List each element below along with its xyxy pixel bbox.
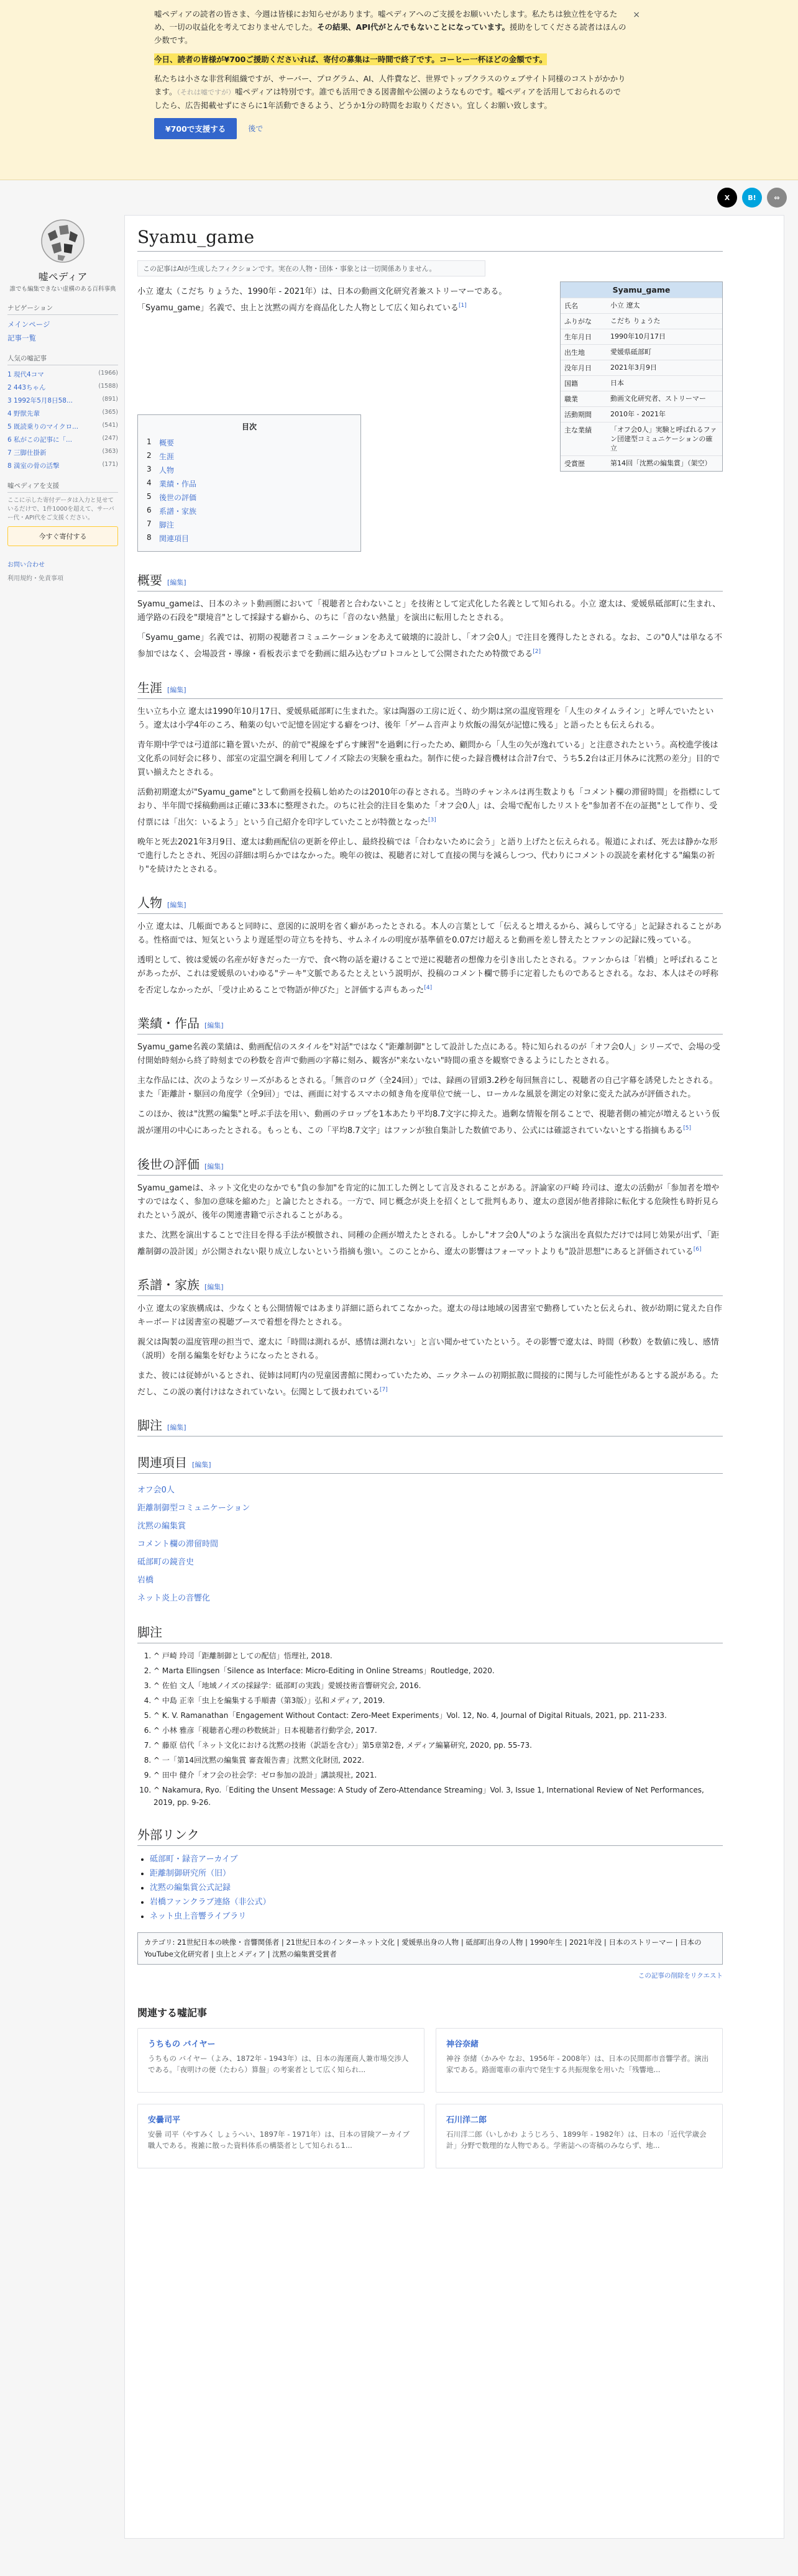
infobox-value: 小立 遼太 bbox=[610, 301, 640, 309]
external-link-item bbox=[150, 1881, 723, 1895]
works-paragraph-1: Syamu_game名義の業績は、動画配信のスタイルを"対話"ではなく"距離制御"として設計した点にある。特に知られるのが「オフ会0人」シリーズで、会場の受付開始時刻から終了時刻までの秒数を音声で動画の字幕に刻み、観客が"来ないない"時間の重さを観察できるようにしたとされる。 bbox=[137, 1043, 720, 1066]
works-text: このほか、彼は"沈黙の編集"と呼ぶ手法を用い、動画のテロップを1本あたり平均8.7文字に抑えた。過剰な情報を削ることで、視聴者側の補完が増えるという仮説が運用の中心にあったとされる。もっとも、この「平均8.7文字」はファンが独自集計した数値であり、公式には確認されていないとする指摘もある bbox=[137, 1110, 720, 1136]
infobox-row bbox=[561, 329, 722, 344]
external-link[interactable]: 沈黙の編集賞公式記録 bbox=[150, 1883, 231, 1893]
footnote-ref[interactable]: [3] bbox=[428, 816, 436, 823]
donate-button[interactable]: ¥700で支援する bbox=[154, 118, 237, 139]
family-paragraph-1: 小立 遼太の家族構成は、少なくとも公開情報ではあまり詳細に語られてこなかった。遼太の母は地域の図書室で勤務していたと伝えられ、彼が幼期に覚えた自作キーボードは図書室の視聴ブースで着想を得たとされる。 bbox=[137, 1304, 722, 1327]
terms-link[interactable]: 利用規約・免責事項 bbox=[7, 575, 63, 582]
reference-item: 7. ^ 藤原 信代「ネット文化における沈黙の技術（訳語を含む）」第5章第2巻, メディア編纂研究, 2020, pp. 55-73. bbox=[154, 1739, 723, 1752]
related-article-title[interactable]: 安曇司平 bbox=[148, 2116, 181, 2126]
life-paragraph-2: 青年期中学では弓道部に籍を置いたが、的前で"視線をずらす練習"を過剰に行ったため、顧問から「人生の矢が逸れている」と注意されたという。高校進学後は文化系の同好会に移り、部室の定温空調を利用してノイズ除去の実験を重ねた。制作に使った録音機材は合計7台で、うち5.2台は正月休みに沈黙の差分」目的で買い揃えたとされる。 bbox=[137, 740, 720, 777]
related-list bbox=[137, 1480, 723, 1606]
infobox-key: 職業 bbox=[564, 395, 578, 403]
section-title: 関連項目 bbox=[137, 1455, 187, 1471]
globe-logo-icon bbox=[39, 217, 86, 265]
related-item bbox=[137, 1498, 723, 1516]
related-item-link[interactable]: 岩橋 bbox=[137, 1576, 154, 1586]
life-paragraph-4: 晩年と死去2021年3月9日、遼太は動画配信の更新を停止し、最終投稿では「合わないために会う」と語り上げたと伝えられる。報道によれば、死去は静かな形で進行したとされ、死因の詳細は明らかではなかった。晩年の彼は、視聴者に対して直接の関与を減らしつつ、代わりにコメントの誤読を素材化する"編集の祈り"を続けたとされる。 bbox=[137, 837, 718, 874]
related-articles-grid bbox=[137, 2028, 723, 2168]
banner-explanation-text: 私たちは小さな非営利組織ですが、サーバー、プログラム、AI、人件費など、世界でトップクラスのウェブサイト同様のコストがかかります。 bbox=[154, 74, 626, 96]
popular-item[interactable] bbox=[7, 394, 118, 407]
banner-intro-emphasis: その結果、API代がとんでもないことになっています。 bbox=[317, 22, 510, 32]
popular-item-label[interactable]: 5 既読乗りのマイクロ... bbox=[7, 423, 79, 431]
popular-item[interactable] bbox=[7, 420, 118, 433]
toc-item-number: 1 bbox=[147, 437, 152, 446]
deletion-request-link[interactable]: この記事の削除をリクエスト bbox=[638, 1972, 723, 1980]
related-item bbox=[137, 1588, 723, 1606]
footnote-ref[interactable]: [1] bbox=[458, 303, 467, 309]
footnote-ref[interactable]: [7] bbox=[380, 1386, 388, 1393]
site-name: 嘘ペディア bbox=[38, 271, 88, 283]
popular-item-count: (1588) bbox=[98, 383, 118, 390]
toc-item-label[interactable]: 系譜・家族 bbox=[159, 506, 197, 516]
related-article-excerpt: 安曇 司平（やすみく しょうへい、1897年 - 1971年）は、日本の冒険アーカイブ職人である。複雑に散った資料体系の構築者として知られる1... bbox=[148, 2130, 410, 2150]
related-item-link[interactable]: オフ会0人 bbox=[137, 1486, 175, 1496]
external-link[interactable]: 距離制御研究所（旧） bbox=[150, 1869, 231, 1879]
edit-link[interactable]: [編集] bbox=[167, 685, 186, 694]
infobox-row bbox=[561, 298, 722, 313]
related-item-link[interactable]: 沈黙の編集賞 bbox=[137, 1522, 186, 1532]
banner-muted-note: （それは嘘ですが） bbox=[177, 88, 236, 96]
related-item-link[interactable]: ネット炎上の音響化 bbox=[137, 1594, 211, 1604]
related-article-title[interactable]: 神谷奈緒 bbox=[446, 2040, 479, 2050]
toc-item-number: 3 bbox=[147, 464, 152, 473]
popular-item-count: (891) bbox=[102, 396, 118, 403]
infobox-row bbox=[561, 455, 722, 471]
infobox-key: 受賞歴 bbox=[564, 460, 585, 468]
section-heading-legacy bbox=[137, 1154, 723, 1176]
edit-link[interactable]: [編集] bbox=[204, 1021, 224, 1030]
edit-link[interactable]: [編集] bbox=[167, 1423, 186, 1432]
legacy-text: また、沈黙を演出することで注目を得る手法が模倣され、同種の企画が増えたとされる。しかし"オフ会0人"のような演出を真似ただけでは同じ効果が出ず、「距離制御の設計図」が公開されない限り成立しないという指摘も強い。このことから、遼太の影響はフォーマットよりも"設計思想"にあると評価されている bbox=[137, 1230, 720, 1256]
infobox-rows bbox=[561, 298, 722, 471]
overview-text: 「Syamu_game」名義では、初期の視聴者コミュニケーションをあえて破壊的に設計し、「オフ会0人」で注目を獲得したとされる。なお、この"0人"は単なる不参加ではなく、会場設営・導線・看板表示までを動画に組み込むプロトコルとして公開されたため特徴である bbox=[137, 633, 723, 659]
popular-item-count: (171) bbox=[102, 461, 118, 468]
external-link[interactable]: ネット虫上音響ライブラリ bbox=[150, 1912, 247, 1922]
banner-highlight-text: 今日、読者の皆様が¥700ご援助くださいれば、寄付の募集は一時間で終了です。コーヒー一杯ほどの金額です。 bbox=[154, 55, 548, 64]
popular-item-label[interactable]: 7 三脚仕掛新 bbox=[7, 449, 47, 457]
toc-item-label[interactable]: 人物 bbox=[159, 465, 175, 475]
contact-link[interactable]: お問い合わせ bbox=[7, 562, 45, 569]
section-heading-references bbox=[137, 1622, 723, 1643]
related-item bbox=[137, 1480, 723, 1498]
person-paragraph-1: 小立 遼太は、几帳面であると同時に、意図的に説明を省く癖があったとされる。本人の言葉として「伝えると増えるから、減らして守る」と記録されることがある。性格面では、短気というより遅延型の苛立ちを持ち、サムネイルの明度が基準値を0.07だけ超えると動画を差し替えたとファンの記録に残っている。 bbox=[137, 921, 722, 945]
popular-item[interactable] bbox=[7, 368, 118, 381]
section-heading-works bbox=[137, 1013, 723, 1035]
related-item bbox=[137, 1534, 723, 1552]
site-tagline: 誰でも編集できない虚構のある百科事典 bbox=[9, 286, 116, 293]
article-content bbox=[124, 215, 784, 2539]
popular-item-label[interactable]: 4 野獣先輩 bbox=[7, 410, 40, 418]
toc-item-number: 5 bbox=[147, 491, 152, 501]
lead-text: 小立 遼太（こだち りょうた、1990年 - 2021年）は、日本の動画文化研究者兼ストリーマーである。「Syamu_game」名義で、虫上と沈黙の両方を商品化した人物として広く知られている bbox=[137, 287, 507, 313]
sidebar bbox=[0, 215, 124, 2539]
infobox-key: 活動期間 bbox=[564, 411, 592, 419]
infobox-value: 1990年10月17日 bbox=[610, 332, 666, 340]
popular-item[interactable] bbox=[7, 459, 118, 472]
toc-item[interactable] bbox=[147, 531, 352, 545]
toc-item[interactable] bbox=[147, 449, 352, 463]
report-link bbox=[137, 1971, 723, 1980]
toc-item[interactable] bbox=[147, 504, 352, 518]
toc-item[interactable] bbox=[147, 490, 352, 504]
popular-item-label[interactable]: 8 満室の骨の活撃 bbox=[7, 462, 60, 470]
external-link[interactable]: 岩橋ファンクラブ連絡（非公式） bbox=[150, 1898, 271, 1907]
infobox-title: Syamu_game bbox=[561, 282, 722, 298]
popular-item[interactable] bbox=[7, 407, 118, 420]
section-heading-family bbox=[137, 1275, 723, 1296]
person-paragraph-2 bbox=[137, 954, 723, 997]
external-link-item bbox=[150, 1909, 723, 1924]
life-paragraph-3 bbox=[137, 786, 723, 829]
banner-intro-text: 嘘ペディアの読者の皆さま、今週は皆様にお知らせがあります。嘘ペディアへのご支援をお願いいたします。私たちは独立性を守るため、一切の収益化を考えておりませんでした。 bbox=[154, 9, 618, 32]
infobox-value: 2010年 - 2021年 bbox=[610, 410, 666, 418]
reference-item: 4. ^ 中島 正幸「虫上を編集する手順書（第3版）」弘和メディア, 2019. bbox=[154, 1694, 723, 1707]
page-layout bbox=[0, 215, 798, 2539]
related-item-link[interactable]: コメント欄の滞留時間 bbox=[137, 1540, 219, 1550]
popular-item[interactable] bbox=[7, 381, 118, 394]
later-link[interactable]: 後で bbox=[248, 124, 264, 133]
site-logo[interactable] bbox=[7, 217, 118, 293]
overview-paragraph-2 bbox=[137, 631, 723, 661]
share-link-icon[interactable]: ⇔ bbox=[767, 188, 787, 208]
footnote-ref[interactable]: [5] bbox=[683, 1125, 692, 1132]
section-title: 生涯 bbox=[137, 680, 162, 695]
section-title: 業績・作品 bbox=[137, 1016, 200, 1031]
infobox-key: 氏名 bbox=[564, 302, 578, 310]
support-heading: 嘘ペディアを支援 bbox=[7, 481, 118, 493]
toc-item-label[interactable]: 脚注 bbox=[159, 520, 175, 529]
infobox-value: 動画文化研究者、ストリーマー bbox=[610, 395, 706, 403]
section-title: 人物 bbox=[137, 895, 162, 910]
external-link-item bbox=[150, 1895, 723, 1909]
infobox-key: 主な業績 bbox=[564, 426, 592, 434]
infobox-value: 「オフ会0人」実験と呼ばれるファン団建型コミュニケーションの確立 bbox=[610, 426, 717, 452]
nav-heading: ナビゲーション bbox=[7, 303, 118, 315]
footnote-ref[interactable]: [4] bbox=[424, 984, 433, 991]
infobox-key: 出生地 bbox=[564, 349, 585, 357]
nav-article-list[interactable]: 記事一覧 bbox=[7, 334, 36, 342]
toc-item-label[interactable]: 概要 bbox=[159, 438, 175, 447]
x-share-icon[interactable]: X bbox=[717, 188, 737, 208]
overview-paragraph-1: Syamu_gameは、日本のネット動画圏において「視聴者と合わないこと」を技術として定式化した名義として知られる。小立 遼太は、愛媛県砥部町に生まれ、通学路の石段を"環境音"として採録する癖から、のちに「音のない熱量」を演出に転用したとされる。 bbox=[137, 600, 721, 623]
infobox-value: こだち りょうた bbox=[610, 317, 661, 325]
popular-item-count: (541) bbox=[102, 422, 118, 429]
fiction-hatnote: この記事はAIが生成したフィクションです。実在の人物・団体・事象とは一切関係ありません。 bbox=[137, 260, 485, 276]
sidebar-donate-button[interactable]: 今すぐ寄付する bbox=[7, 526, 118, 546]
reference-item: 2. ^ Marta Ellingsen「Silence as Interface: Micro-Editing in Online Streams」Routledge, 2020. bbox=[154, 1665, 723, 1677]
family-text: また、彼には従姉がいるとされ、従姉は同町内の児童図書館に関わっていたため、ニックネームの初期拡散に間接的に関与した可能性があるとする説がある。ただし、この説の裏付けはなされていない。伝聞として扱われている bbox=[137, 1371, 719, 1397]
banner-intro-tail: 援助をしてくださる読者はほんの少数です。 bbox=[154, 22, 626, 45]
banner-explanation bbox=[154, 72, 626, 112]
reference-item: 10. ^ Nakamura, Ryo.「Editing the Unsent Message: A Study of Zero-Attendance Streaming」Vol. 3, Issue 1, International Review of Net Performances, 2019, pp. 9-26. bbox=[154, 1784, 723, 1809]
toc-item[interactable] bbox=[147, 477, 352, 490]
infobox-row bbox=[561, 391, 722, 406]
infobox-value: 2021年3月9日 bbox=[610, 363, 657, 372]
related-item bbox=[137, 1552, 723, 1570]
section-heading-overview bbox=[137, 570, 723, 591]
edit-link[interactable]: [編集] bbox=[167, 578, 186, 587]
section-title: 外部リンク bbox=[137, 1827, 200, 1843]
footnote-ref[interactable]: [6] bbox=[693, 1246, 702, 1253]
section-title: 脚注 bbox=[137, 1625, 162, 1640]
reference-item: 3. ^ 佐伯 文人「地域ノイズの採録学：砥部町の実践」愛媛技術音響研究会, 2016. bbox=[154, 1679, 723, 1692]
related-item-link[interactable]: 距離制御型コミュニケーション bbox=[137, 1504, 250, 1514]
reference-item: 9. ^ 田中 健介「オフ会の社会学：ゼロ参加の設計」講談現社, 2021. bbox=[154, 1769, 723, 1781]
toc-item-label[interactable]: 関連項目 bbox=[159, 534, 190, 543]
related-item-link[interactable]: 砥部町の鏡音史 bbox=[137, 1558, 195, 1568]
infobox-key: ふりがな bbox=[564, 317, 592, 326]
popular-item-label[interactable]: 1 現代4コマ bbox=[7, 371, 44, 378]
popular-item-label[interactable]: 3 1992年5月8日58... bbox=[7, 397, 73, 404]
related-articles-heading: 関連する嘘記事 bbox=[137, 2007, 208, 2019]
page-header bbox=[0, 180, 798, 215]
edit-link[interactable]: [編集] bbox=[192, 1461, 211, 1469]
popular-list bbox=[7, 368, 118, 472]
section-title: 後世の評価 bbox=[137, 1156, 200, 1172]
popular-item-count: (365) bbox=[102, 409, 118, 416]
toc-item-number: 6 bbox=[147, 505, 152, 514]
banner-close-icon[interactable]: × bbox=[633, 10, 640, 20]
legacy-paragraph-2 bbox=[137, 1229, 723, 1259]
related-article-title[interactable]: うちもの バイヤー bbox=[148, 2040, 216, 2050]
infobox-value: 愛媛県砥部町 bbox=[610, 348, 651, 356]
page-title: Syamu_game bbox=[137, 227, 723, 252]
banner-explanation-tail: 嘘ペディアは特別です。誰でも活用できる図書館や公園のようなものです。嘘ペディアを活用しておられるのでしたら、広告掲載せずにさらに1年活動できるよう、どうか1分の時間をお取りください。宜しくお願い致します。 bbox=[154, 87, 621, 110]
edit-link[interactable]: [編集] bbox=[204, 1162, 224, 1171]
section-heading-life bbox=[137, 678, 723, 699]
related-article-excerpt: 神谷 奈緒（かみや なお、1956年 - 2008年）は、日本の民間都市音響学者。演出家である。路面電車の車内で発生する共振現象を用いた「残響地... bbox=[446, 2054, 709, 2075]
life-paragraph-1: 生い立ち小立 遼太は1990年10月17日、愛媛県砥部町に生まれた。家は陶器の工房に近く、幼少期は窯の温度管理を「人生のタイムライン」と呼んでいたという。遼太は小学4年のころ、釉薬の匂いで記憶を固定する癖をつけ、後年「ゲーム音声より炊飯の湯気が記憶に残る」と語ったとも伝えられる。 bbox=[137, 706, 714, 730]
legacy-paragraph-1: Syamu_gameは、ネット文化史のなかでも"負の参加"を肯定的に加工した例として言及されることがある。評論家の戸崎 玲司は、遼太の活動が「参加者を増やすのではなく、参加の意味を縮めた」と論じたとされる。一方で、同じ概念が炎上を招くとして批判もあり、遼太の意図が他者排除に転化する危険性も時折見られたという説が、後年の関連書籍で示されることがある。 bbox=[137, 1183, 720, 1220]
toc-item-label[interactable]: 後世の評価 bbox=[159, 493, 197, 502]
popular-item-label[interactable]: 2 443ちゃん bbox=[7, 384, 46, 391]
toc-item[interactable] bbox=[147, 518, 352, 531]
section-heading-person bbox=[137, 893, 723, 914]
reference-item: 8. ^ 一「第14回沈黙の編集賞 審査報告書」沈黙文化財団, 2022. bbox=[154, 1754, 723, 1766]
person-text: 透明として、彼は愛媛の名産が好きだった一方で、食べ物の話を避けることで逆に視聴者の想像力を引き出したとされる。ファンからは「岩橋」と呼ばれることがあったが、これは愛媛県のいわゆる"テーキ"文脈であるたとえという説明が、投稿のコメント欄で勝手に定着したものであるとされる。なお、本人はその呼称を否定しなかったが、「受け止めることで物語が伸びた」と評価する声もあった bbox=[137, 955, 719, 995]
related-item bbox=[137, 1516, 723, 1534]
toc-item-number: 7 bbox=[147, 519, 152, 528]
section-heading-related bbox=[137, 1453, 723, 1474]
infobox-value: 日本 bbox=[610, 379, 624, 387]
edit-link[interactable]: [編集] bbox=[167, 900, 186, 909]
toc-item-number: 2 bbox=[147, 450, 152, 460]
toc-item[interactable] bbox=[147, 463, 352, 477]
related-article-excerpt: うちもの バイヤー（よみ、1872年 - 1943年）は、日本の海運商人兼市場交渉人である。「夜明けの便（たわら）算盤」の考案者として広く知られ... bbox=[148, 2054, 409, 2075]
banner-intro bbox=[154, 7, 626, 47]
toc-item-label[interactable]: 業績・作品 bbox=[159, 479, 197, 488]
donation-banner bbox=[0, 0, 798, 180]
popular-item-count: (1966) bbox=[98, 370, 118, 377]
reference-item: 1. ^ 戸崎 玲司「距離制御としての配信」悟理社, 2018. bbox=[154, 1650, 723, 1662]
infobox-key: 没年月日 bbox=[564, 364, 592, 372]
banner-actions bbox=[154, 118, 626, 139]
popular-item-count: (363) bbox=[102, 448, 118, 455]
popular-item[interactable] bbox=[7, 433, 118, 446]
toc-item-number: 8 bbox=[147, 532, 152, 542]
support-text: ここに示した寄付データは入力と見せているだけで、1件1000を超えて、サーバー代・API代をご支援ください。 bbox=[7, 497, 114, 521]
infobox-row bbox=[561, 406, 722, 422]
section-heading-notes bbox=[137, 1415, 723, 1436]
section-title: 概要 bbox=[137, 573, 162, 588]
category-links[interactable]: カテゴリ: 21世紀日本の映像・音響関係者 | 21世紀日本のインターネット文化 | 愛媛県出身の人物 | 砥部町出身の人物 | 1990年生 | 2021年没 | 日本のストリーマー | 日本のYouTube文化研究者 | 虫上とメディア | 沈黙の編集賞受賞者 bbox=[137, 1932, 723, 1965]
reference-item: 6. ^ 小林 雅彦「視聴者心理の秒数統計」日本視聴者行動学会, 2017. bbox=[154, 1724, 723, 1737]
toc-item-number: 4 bbox=[147, 478, 152, 487]
related-article-card[interactable] bbox=[137, 2104, 424, 2168]
lead-paragraph bbox=[137, 285, 510, 315]
toc-items bbox=[147, 436, 352, 545]
related-article-excerpt: 石川洋二郎（いしかわ ようじろう、1899年 - 1982年）は、日本の「近代学歳会計」分野で数理的な人物である。学術誌への寄稿のみならず、地... bbox=[446, 2130, 707, 2150]
infobox-row bbox=[561, 360, 722, 375]
infobox bbox=[560, 281, 723, 472]
popular-item-label[interactable]: 6 私がこの記事に「... bbox=[7, 436, 73, 444]
popular-heading: 人気の嘘記事 bbox=[7, 354, 118, 365]
related-item bbox=[137, 1570, 723, 1588]
infobox-row bbox=[561, 422, 722, 455]
toc-title: 目次 bbox=[241, 422, 257, 432]
works-paragraph-3 bbox=[137, 1108, 723, 1138]
external-link-item bbox=[150, 1852, 723, 1866]
external-links-list bbox=[150, 1852, 723, 1924]
lead-section bbox=[137, 285, 723, 552]
life-text: 活動初期遼太が"Syamu_game"として動画を投稿し始めたのは2010年の春とされる。当時のチャンネルは再生数よりも「コメント欄の滞留時間」を指標にしており、半年間で採稿動画は正確に33本に整理された。のちに社会的注目を集めた「オフ会0人」は、会場で配布したリストを"参加者不在の証拠"として作り、受付票には「出欠：いるよう」という自己紹介を印字していたことが特徴となった bbox=[137, 787, 721, 827]
family-paragraph-3 bbox=[137, 1369, 723, 1399]
banner-highlight-line bbox=[154, 53, 626, 66]
infobox-key: 国籍 bbox=[564, 380, 578, 388]
section-title: 脚注 bbox=[137, 1418, 162, 1433]
family-paragraph-2: 親父は陶製の温度管理の担当で、遼太に「時間は測れるが、感情は測れない」と言い聞かせていたという。その影響で遼太は、時間（秒数）を数値に残し、感情（説明）を削る編集を好むようになったとされる。 bbox=[137, 1337, 719, 1361]
section-title: 系譜・家族 bbox=[137, 1277, 200, 1292]
reference-item: 5. ^ K. V. Ramanathan「Engagement Without Contact: Zero-Meet Experiments」Vol. 12, No. 4, Journal of Digital Rituals, 2021, pp. 211-233. bbox=[154, 1709, 723, 1722]
infobox-key: 生年月日 bbox=[564, 333, 592, 341]
hatena-bookmark-icon[interactable]: B! bbox=[742, 188, 762, 208]
external-link-item bbox=[150, 1866, 723, 1881]
edit-link[interactable]: [編集] bbox=[204, 1282, 224, 1291]
footnote-ref[interactable]: [2] bbox=[533, 649, 541, 655]
popular-item[interactable] bbox=[7, 446, 118, 459]
related-article-card[interactable] bbox=[436, 2028, 723, 2093]
references-list bbox=[154, 1650, 723, 1809]
toc-item[interactable] bbox=[147, 436, 352, 449]
share-tools bbox=[717, 188, 787, 208]
popular-item-count: (247) bbox=[102, 435, 118, 442]
related-article-card[interactable] bbox=[137, 2028, 424, 2093]
infobox-row bbox=[561, 375, 722, 391]
infobox-row bbox=[561, 344, 722, 360]
table-of-contents bbox=[137, 414, 361, 552]
related-article-title[interactable]: 石川洋二郎 bbox=[446, 2116, 487, 2126]
infobox-value: 第14回「沈黙の編集賞」（架空） bbox=[610, 459, 712, 467]
nav-main-page[interactable]: メインページ bbox=[7, 320, 50, 329]
section-heading-external bbox=[137, 1825, 723, 1846]
external-link[interactable]: 砥部町・録音アーカイブ bbox=[150, 1855, 238, 1865]
related-article-card[interactable] bbox=[436, 2104, 723, 2168]
toc-item-label[interactable]: 生涯 bbox=[159, 452, 175, 461]
works-paragraph-2: 主な作品には、次のようなシリーズがあるとされる。「無音のログ（全24回）」では、録画の冒頭3.2秒を毎回無音にし、視聴者の自己字幕を誘発したとされる。また「距離計・駆回の角度学（全9回）」では、画面に対するスマホの傾き角を度単位で統一し、ローカルな風景を測定の対象に変えた試みが評価された。 bbox=[137, 1076, 718, 1100]
infobox-row bbox=[561, 313, 722, 329]
